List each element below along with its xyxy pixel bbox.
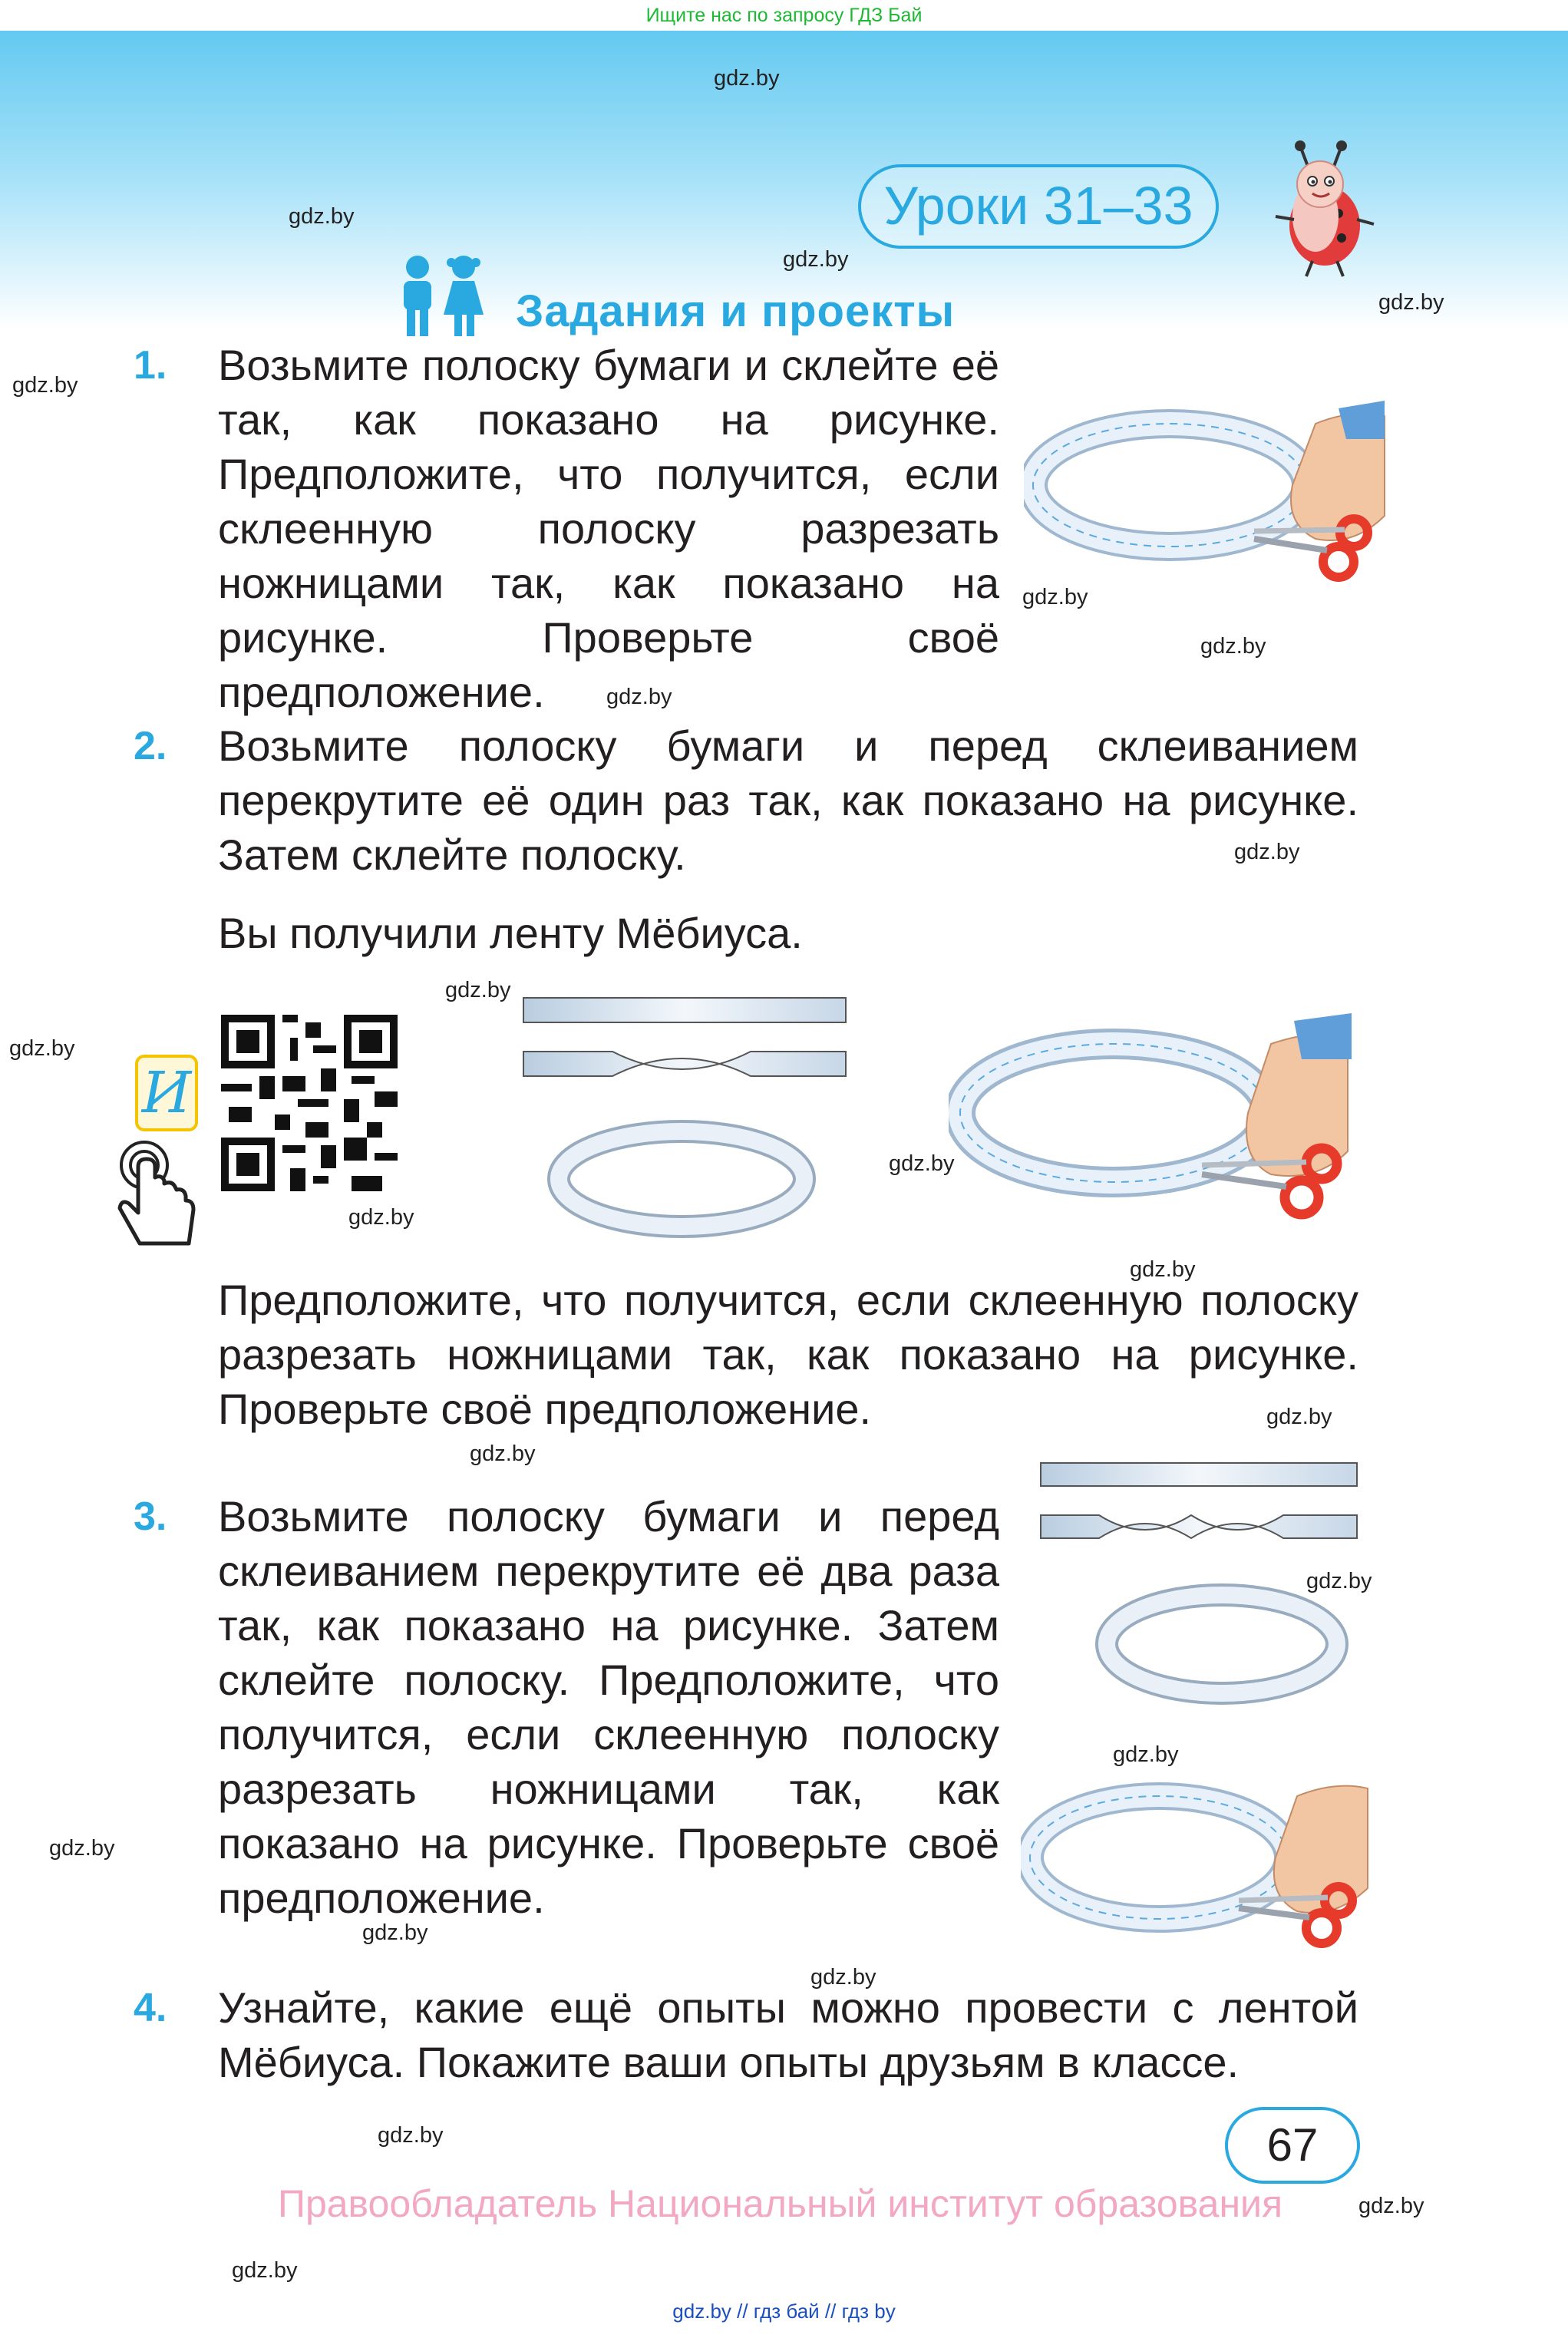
watermark: gdz.by <box>362 1920 428 1945</box>
watermark: gdz.by <box>889 1151 955 1176</box>
watermark: gdz.by <box>1266 1405 1332 1429</box>
lesson-badge: Уроки 31–33 <box>858 164 1219 249</box>
footer-links[interactable]: gdz.by // гдз бай // гдз by <box>672 2300 896 2323</box>
watermark: gdz.by <box>49 1836 115 1861</box>
watermark: gdz.by <box>1113 1742 1179 1767</box>
watermark: gdz.by <box>12 373 78 398</box>
double-twist-strip-figure <box>1038 1460 1360 1713</box>
watermark: gdz.by <box>289 204 355 229</box>
watermark: gdz.by <box>1022 585 1088 609</box>
task-1-text: Возьмите полоску бумаги и склейте её так, как показано на рисунке. Предположите, что получится, если склеенную полоску разрезать ножницами так, как показано на рисунке. Проверьте своё предположение. <box>218 341 999 716</box>
mobius-cut-with-scissors-figure <box>949 1013 1355 1251</box>
section-title: Задания и проекты <box>516 286 956 336</box>
watermark: gdz.by <box>606 685 672 709</box>
kids-icon <box>391 253 491 338</box>
task-2-followup: Предположите, что получится, если склеенную полоску разрезать ножницами так, как показано на рисунке. Проверьте своё предположение. <box>218 1276 1358 1433</box>
task-2-text: Возьмите полоску бумаги и перед склеиванием перекрутите её один раз так, как показано на рисунке. Затем склейте полоску. <box>218 722 1358 879</box>
watermark: gdz.by <box>1200 634 1266 659</box>
watermark: gdz.by <box>1378 290 1444 315</box>
watermark: gdz.by <box>714 66 780 91</box>
watermark: gdz.by <box>783 247 849 272</box>
watermark: gdz.by <box>1306 1569 1372 1593</box>
top-banner[interactable]: Ищите нас по запросу ГДЗ Бай <box>0 0 1568 31</box>
watermark: gdz.by <box>348 1205 414 1230</box>
interactive-badge: И <box>135 1055 198 1131</box>
ring-cut-with-scissors-figure <box>1024 393 1392 616</box>
qr-code[interactable] <box>221 1015 398 1191</box>
watermark: gdz.by <box>470 1441 536 1466</box>
ladybug-mascot <box>1271 140 1378 278</box>
watermark: gdz.by <box>1234 840 1300 864</box>
watermark: gdz.by <box>378 2123 444 2148</box>
task-3-text: Возьмите полоску бумаги и перед склеиванием перекрутите её два раза так, как показано на рисунке. Затем склейте полоску. Предположите, что получится, если склеенную полоску разрезать ножницами так, как показано на рисунке. Проверьте своё предположение. <box>218 1492 999 1922</box>
copyright-notice: Правообладатель Национальный институт образования <box>278 2182 1283 2225</box>
tap-hand-icon <box>114 1136 201 1251</box>
task-number: 1. <box>134 343 167 388</box>
mobius-strip-steps-figure <box>520 995 850 1248</box>
watermark: gdz.by <box>445 978 511 1002</box>
task-number: 2. <box>134 724 167 768</box>
task-2-note: Вы получили ленту Мёбиуса. <box>218 909 803 957</box>
watermark: gdz.by <box>810 1965 876 1990</box>
double-twist-cut-with-scissors-figure <box>1021 1765 1374 1973</box>
watermark: gdz.by <box>232 2258 298 2283</box>
watermark: gdz.by <box>9 1036 75 1061</box>
task-number: 4. <box>134 1986 167 2030</box>
watermark: gdz.by <box>1130 1257 1196 1282</box>
watermark: gdz.by <box>1358 2194 1424 2218</box>
task-4-text: Узнайте, какие ещё опыты можно провести с лентой Мёбиуса. Покажите ваши опыты друзьям в классе. <box>218 1983 1358 2086</box>
task-number: 3. <box>134 1494 167 1539</box>
page-number: 67 <box>1225 2107 1360 2184</box>
